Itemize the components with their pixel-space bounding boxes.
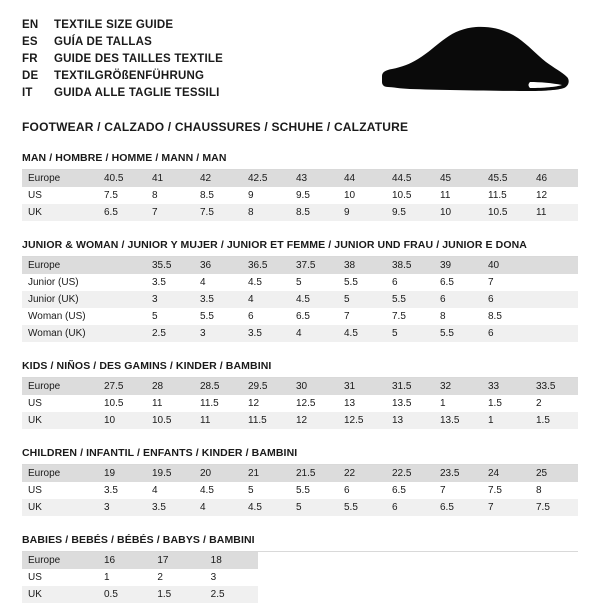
size-cell: 40 <box>482 257 530 274</box>
row-label: UK <box>22 204 98 221</box>
size-cell: 12 <box>290 412 338 429</box>
size-cell: 11 <box>434 187 482 204</box>
size-cell: 11.5 <box>482 187 530 204</box>
row-label: UK <box>22 499 98 516</box>
size-cell: 3.5 <box>146 274 194 291</box>
size-cell <box>530 325 578 342</box>
size-cell: 7.5 <box>98 187 146 204</box>
size-cell: 12.5 <box>338 412 386 429</box>
table-row <box>22 586 258 603</box>
size-cell: 7.5 <box>194 204 242 221</box>
table-row <box>22 395 578 412</box>
language-code: EN <box>22 19 39 31</box>
size-cell: 6 <box>434 291 482 308</box>
size-cell: 3 <box>146 291 194 308</box>
size-cell <box>98 325 146 342</box>
size-cell: 7.5 <box>530 499 578 516</box>
size-cell: 12 <box>530 187 578 204</box>
size-cell: 22.5 <box>386 465 434 482</box>
size-cell: 9.5 <box>290 187 338 204</box>
size-cell: 13.5 <box>386 395 434 412</box>
language-title: TEXTILE SIZE GUIDE <box>54 19 174 31</box>
size-cell: 5.5 <box>386 291 434 308</box>
language-row <box>22 86 223 101</box>
size-cell: 2.5 <box>146 325 194 342</box>
language-row <box>22 52 223 67</box>
language-title: GUIDE DES TAILLES TEXTILE <box>54 53 223 65</box>
size-cell: 4.5 <box>242 499 290 516</box>
size-cell <box>98 274 146 291</box>
size-table-group <box>22 152 578 221</box>
size-tables-container <box>22 152 578 603</box>
size-cell: 25 <box>530 465 578 482</box>
row-label: US <box>22 482 98 499</box>
language-code: IT <box>22 87 33 99</box>
size-cell <box>530 308 578 325</box>
document-header <box>22 18 578 102</box>
size-cell: 19 <box>98 465 146 482</box>
size-cell: 10.5 <box>146 412 194 429</box>
size-cell: 6.5 <box>434 274 482 291</box>
size-cell: 8 <box>530 482 578 499</box>
size-cell <box>530 291 578 308</box>
size-table-heading: MAN / HOMBRE / HOMME / MANN / MAN <box>22 152 578 170</box>
size-cell: 10 <box>98 412 146 429</box>
size-cell: 1 <box>482 412 530 429</box>
row-label: US <box>22 569 98 586</box>
size-table <box>22 257 578 342</box>
language-title: TEXTILGRÖßENFÜHRUNG <box>54 70 205 82</box>
size-cell: 6.5 <box>434 499 482 516</box>
size-cell: 3 <box>98 499 146 516</box>
size-cell: 44.5 <box>386 170 434 187</box>
size-cell: 5.5 <box>434 325 482 342</box>
size-cell: 45.5 <box>482 170 530 187</box>
size-cell: 32 <box>434 378 482 395</box>
size-cell: 4 <box>194 274 242 291</box>
size-table-group <box>22 360 578 429</box>
size-cell: 8.5 <box>290 204 338 221</box>
language-code: FR <box>22 53 38 65</box>
size-cell: 10 <box>338 187 386 204</box>
size-cell: 7.5 <box>386 308 434 325</box>
size-cell: 5 <box>290 274 338 291</box>
size-cell: 8 <box>242 204 290 221</box>
size-cell: 4 <box>194 499 242 516</box>
table-row <box>22 569 258 586</box>
size-cell: 27.5 <box>98 378 146 395</box>
size-cell: 12 <box>242 395 290 412</box>
size-cell: 6 <box>386 499 434 516</box>
size-cell: 5 <box>386 325 434 342</box>
size-cell: 8 <box>146 187 194 204</box>
language-row <box>22 35 223 50</box>
size-cell <box>530 274 578 291</box>
size-cell: 41 <box>146 170 194 187</box>
row-label: Europe <box>22 257 98 274</box>
size-cell: 5 <box>146 308 194 325</box>
size-table <box>22 170 578 221</box>
size-cell: 0.5 <box>98 586 151 603</box>
language-code: ES <box>22 36 38 48</box>
size-cell <box>98 291 146 308</box>
size-cell: 6 <box>386 274 434 291</box>
row-label: Junior (US) <box>22 274 98 291</box>
size-cell: 8.5 <box>482 308 530 325</box>
size-table-heading: KIDS / NIÑOS / DES GAMINS / KINDER / BAMBINI <box>22 360 578 378</box>
size-cell: 36 <box>194 257 242 274</box>
row-label: UK <box>22 586 98 603</box>
table-row <box>22 204 578 221</box>
size-cell: 10.5 <box>482 204 530 221</box>
table-row <box>22 257 578 274</box>
size-cell: 7 <box>338 308 386 325</box>
size-cell: 7 <box>482 499 530 516</box>
size-cell: 4.5 <box>290 291 338 308</box>
size-cell <box>530 257 578 274</box>
size-cell: 23.5 <box>434 465 482 482</box>
table-row <box>22 378 578 395</box>
row-label: Europe <box>22 378 98 395</box>
size-cell: 3.5 <box>194 291 242 308</box>
size-cell: 7 <box>146 204 194 221</box>
size-cell: 1.5 <box>530 412 578 429</box>
size-cell: 6 <box>482 291 530 308</box>
size-cell: 17 <box>151 552 204 569</box>
size-cell: 6 <box>482 325 530 342</box>
size-cell: 37.5 <box>290 257 338 274</box>
size-cell: 8 <box>434 308 482 325</box>
size-cell: 39 <box>434 257 482 274</box>
size-table-heading: BABIES / BEBÉS / BÉBÉS / BABYS / BAMBINI <box>22 534 578 552</box>
size-cell: 10.5 <box>98 395 146 412</box>
size-cell: 3 <box>194 325 242 342</box>
size-table <box>22 465 578 516</box>
size-cell: 36.5 <box>242 257 290 274</box>
row-label: Europe <box>22 465 98 482</box>
size-cell: 24 <box>482 465 530 482</box>
table-row <box>22 274 578 291</box>
size-cell: 31.5 <box>386 378 434 395</box>
size-cell: 1 <box>434 395 482 412</box>
size-cell: 9.5 <box>386 204 434 221</box>
size-table-group <box>22 534 578 603</box>
size-cell: 42.5 <box>242 170 290 187</box>
page-title: FOOTWEAR / CALZADO / CHAUSSURES / SCHUHE / CALZATURE <box>22 120 409 134</box>
size-cell: 4 <box>146 482 194 499</box>
size-cell: 28.5 <box>194 378 242 395</box>
size-cell: 11.5 <box>242 412 290 429</box>
size-cell: 2 <box>530 395 578 412</box>
size-cell: 43 <box>290 170 338 187</box>
size-cell: 19.5 <box>146 465 194 482</box>
size-cell: 3 <box>205 569 258 586</box>
table-row <box>22 552 258 569</box>
table-row <box>22 325 578 342</box>
dress-shoe-icon <box>380 24 570 102</box>
size-cell: 9 <box>242 187 290 204</box>
language-title: GUIDA ALLE TAGLIE TESSILI <box>54 87 220 99</box>
size-table <box>22 378 578 429</box>
table-row <box>22 482 578 499</box>
size-cell: 6 <box>338 482 386 499</box>
size-cell: 33 <box>482 378 530 395</box>
size-cell: 1 <box>98 569 151 586</box>
size-cell: 21.5 <box>290 465 338 482</box>
row-label: Woman (UK) <box>22 325 98 342</box>
size-cell: 30 <box>290 378 338 395</box>
size-table <box>22 552 258 603</box>
size-cell <box>98 308 146 325</box>
language-row <box>22 18 223 33</box>
size-cell: 5.5 <box>338 274 386 291</box>
row-label: Europe <box>22 170 98 187</box>
size-cell: 38.5 <box>386 257 434 274</box>
size-cell: 9 <box>338 204 386 221</box>
size-cell: 16 <box>98 552 151 569</box>
row-label: US <box>22 395 98 412</box>
size-cell: 42 <box>194 170 242 187</box>
size-cell: 29.5 <box>242 378 290 395</box>
size-cell: 13.5 <box>434 412 482 429</box>
size-cell: 7 <box>482 274 530 291</box>
size-table-heading: JUNIOR & WOMAN / JUNIOR Y MUJER / JUNIOR ET FEMME / JUNIOR UND FRAU / JUNIOR E DONA <box>22 239 578 257</box>
size-cell: 44 <box>338 170 386 187</box>
size-cell: 5 <box>338 291 386 308</box>
size-table-group <box>22 447 578 516</box>
size-cell: 11 <box>146 395 194 412</box>
size-cell: 10 <box>434 204 482 221</box>
size-cell: 5 <box>242 482 290 499</box>
size-cell: 3.5 <box>146 499 194 516</box>
size-cell: 11.5 <box>194 395 242 412</box>
size-cell: 33.5 <box>530 378 578 395</box>
size-cell: 11 <box>530 204 578 221</box>
size-cell: 45 <box>434 170 482 187</box>
size-cell: 5 <box>290 499 338 516</box>
size-table-group <box>22 239 578 342</box>
size-cell: 11 <box>194 412 242 429</box>
size-cell: 1.5 <box>482 395 530 412</box>
table-row <box>22 187 578 204</box>
table-row <box>22 465 578 482</box>
size-cell: 6.5 <box>386 482 434 499</box>
size-cell: 2.5 <box>205 586 258 603</box>
size-cell: 8.5 <box>194 187 242 204</box>
table-row <box>22 412 578 429</box>
size-cell: 5.5 <box>194 308 242 325</box>
size-cell: 4.5 <box>338 325 386 342</box>
size-cell: 4 <box>242 291 290 308</box>
size-cell: 1.5 <box>151 586 204 603</box>
size-cell: 22 <box>338 465 386 482</box>
row-label: US <box>22 187 98 204</box>
size-cell: 46 <box>530 170 578 187</box>
size-cell: 5.5 <box>290 482 338 499</box>
language-row <box>22 69 223 84</box>
size-cell: 38 <box>338 257 386 274</box>
size-cell: 35.5 <box>146 257 194 274</box>
size-cell: 3.5 <box>98 482 146 499</box>
size-cell: 40.5 <box>98 170 146 187</box>
size-cell: 4 <box>290 325 338 342</box>
table-row <box>22 308 578 325</box>
size-cell: 6 <box>242 308 290 325</box>
size-cell: 3.5 <box>242 325 290 342</box>
language-code: DE <box>22 70 39 82</box>
size-cell: 4.5 <box>194 482 242 499</box>
size-cell: 6.5 <box>98 204 146 221</box>
language-title: GUÍA DE TALLAS <box>54 36 152 48</box>
size-cell: 2 <box>151 569 204 586</box>
row-label: Europe <box>22 552 98 569</box>
size-cell: 12.5 <box>290 395 338 412</box>
size-cell <box>98 257 146 274</box>
size-cell: 6.5 <box>290 308 338 325</box>
table-row <box>22 170 578 187</box>
size-cell: 31 <box>338 378 386 395</box>
size-table-heading: CHILDREN / INFANTIL / ENFANTS / KINDER / BAMBINI <box>22 447 578 465</box>
language-title-list <box>22 18 223 101</box>
size-cell: 5.5 <box>338 499 386 516</box>
table-row <box>22 499 578 516</box>
size-cell: 28 <box>146 378 194 395</box>
row-label: Woman (US) <box>22 308 98 325</box>
table-row <box>22 291 578 308</box>
size-cell: 13 <box>338 395 386 412</box>
size-cell: 7 <box>434 482 482 499</box>
size-cell: 4.5 <box>242 274 290 291</box>
size-cell: 7.5 <box>482 482 530 499</box>
size-cell: 18 <box>205 552 258 569</box>
row-label: UK <box>22 412 98 429</box>
size-cell: 20 <box>194 465 242 482</box>
row-label: Junior (UK) <box>22 291 98 308</box>
size-cell: 10.5 <box>386 187 434 204</box>
size-cell: 13 <box>386 412 434 429</box>
size-cell: 21 <box>242 465 290 482</box>
